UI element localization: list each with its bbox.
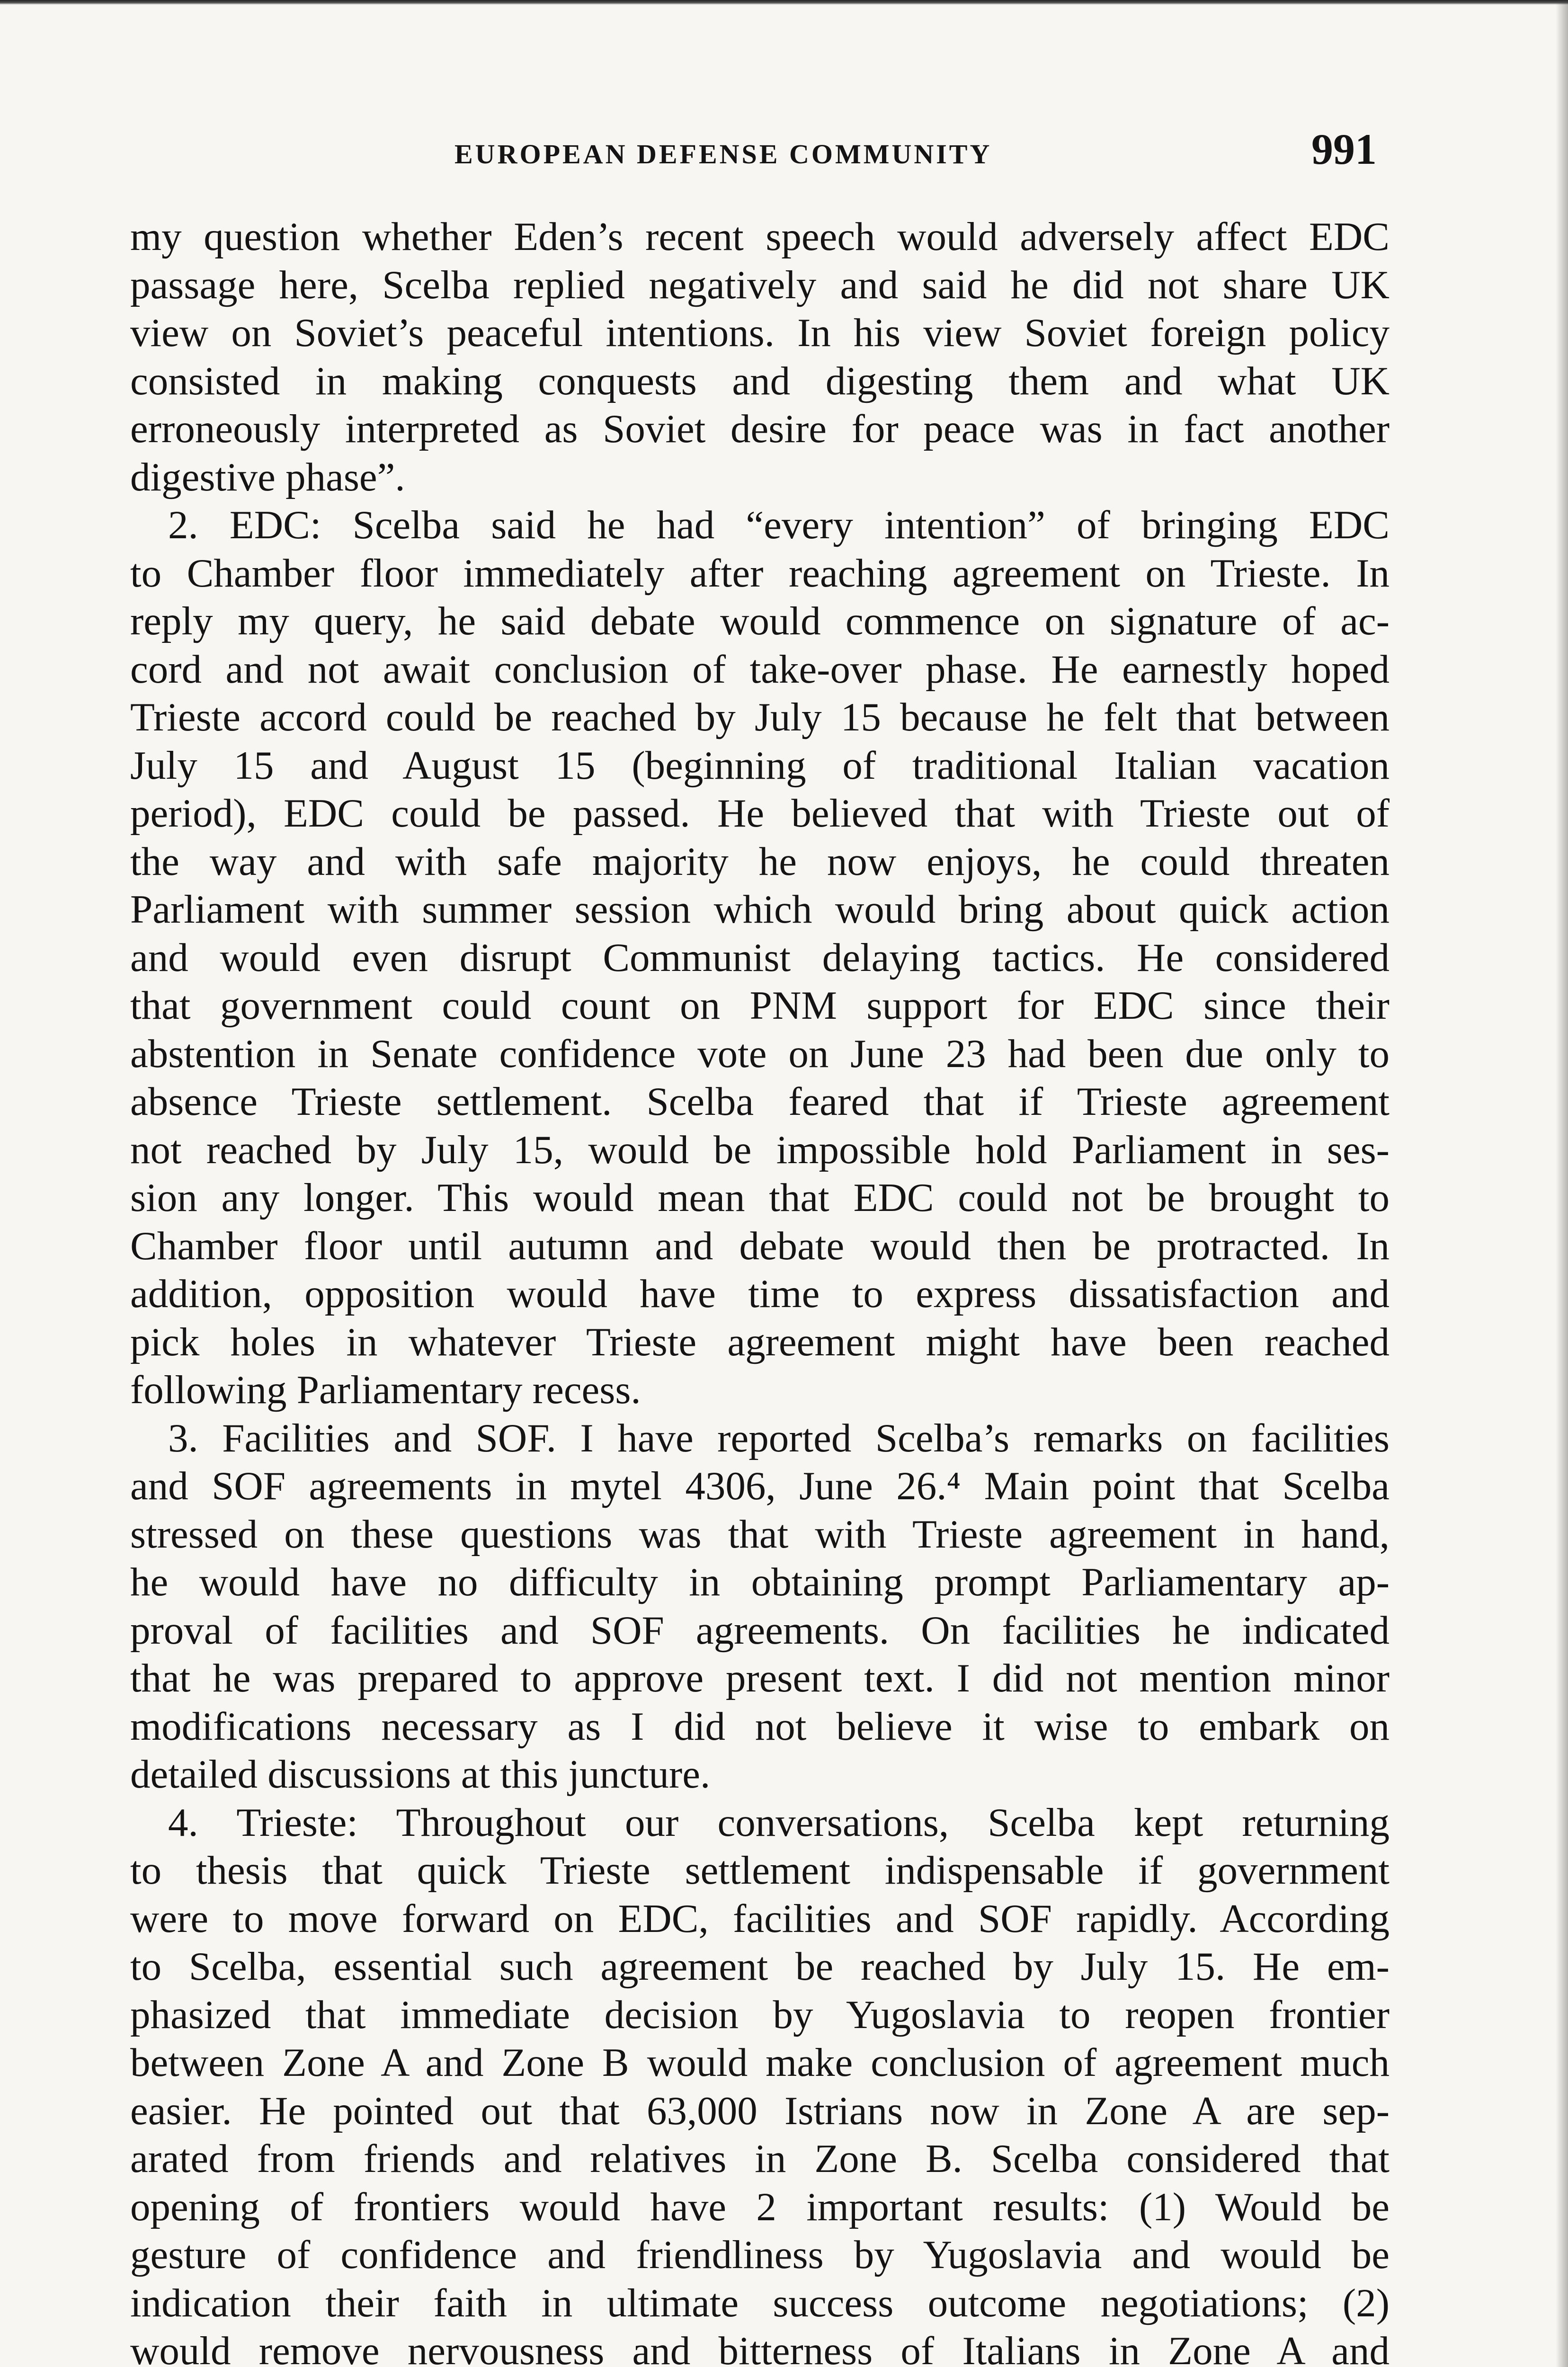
text-line: July 15 and August 15 (beginning of traditional Italian vacation xyxy=(130,743,1390,788)
text-line: he would have no difficulty in obtaining prompt Parliamentary ap- xyxy=(130,1560,1390,1604)
text-line: the way and with safe majority he now enjoys, he could threaten xyxy=(130,839,1390,884)
text-line: and would even disrupt Communist delaying tactics. He considered xyxy=(130,935,1390,980)
paragraph-start-trieste: 4. Trieste: Throughout our conversations, Scelba kept returning xyxy=(168,1800,1390,1845)
text-line: phasized that immediate decision by Yugoslavia to reopen frontier xyxy=(130,1992,1390,2037)
text-line: would remove nervousness and bitterness of Italians in Zone A and xyxy=(130,2329,1390,2367)
text-line: detailed discussions at this juncture. xyxy=(130,1752,711,1797)
page-top-edge xyxy=(0,0,1568,5)
text-line: following Parliamentary recess. xyxy=(130,1368,641,1412)
text-line: cord and not await conclusion of take-over phase. He earnestly hoped xyxy=(130,647,1390,692)
body-text xyxy=(130,213,1390,2367)
text-line: absence Trieste settlement. Scelba feared that if Trieste agreement xyxy=(130,1079,1390,1124)
text-line: to Scelba, essential such agreement be reached by July 15. He em- xyxy=(130,1944,1390,1989)
text-line: stressed on these questions was that with Trieste agreement in hand, xyxy=(130,1512,1390,1557)
text-line: arated from friends and relatives in Zone B. Scelba considered that xyxy=(130,2136,1390,2181)
text-line: addition, opposition would have time to express dissatisfaction and xyxy=(130,1272,1390,1316)
paragraph-start-edc: 2. EDC: Scelba said he had “every intention” of bringing EDC xyxy=(168,503,1390,547)
text-line: passage here, Scelba replied negatively and said he did not share UK xyxy=(130,262,1390,307)
text-line: my question whether Eden’s recent speech would adversely affect EDC xyxy=(130,214,1390,259)
text-line: view on Soviet’s peaceful intentions. In his view Soviet foreign policy xyxy=(130,311,1390,355)
text-line: reply my query, he said debate would commence on signature of ac- xyxy=(130,599,1390,643)
text-line: consisted in making conquests and digesting them and what UK xyxy=(130,358,1390,403)
text-line: that government could count on PNM support for EDC since their xyxy=(130,983,1390,1028)
text-line: Chamber floor until autumn and debate would then be protracted. In xyxy=(130,1223,1390,1268)
text-line: proval of facilities and SOF agreements. On facilities he indicated xyxy=(130,1608,1390,1653)
text-line: indication their faith in ultimate success outcome negotiations; (2) xyxy=(130,2280,1390,2325)
text-line: digestive phase”. xyxy=(130,454,405,499)
text-line: and SOF agreements in mytel 4306, June 26.⁴ Main point that Scelba xyxy=(130,1464,1390,1508)
paragraph-start-facilities: 3. Facilities and SOF. I have reported Scelba’s remarks on facilities xyxy=(168,1415,1390,1460)
text-line: were to move forward on EDC, facilities and SOF rapidly. According xyxy=(130,1896,1390,1941)
text-line: that he was prepared to approve present text. I did not mention minor xyxy=(130,1656,1390,1700)
text-line: between Zone A and Zone B would make conclusion of agreement much xyxy=(130,2040,1390,2085)
text-line: to thesis that quick Trieste settlement indispensable if government xyxy=(130,1848,1390,1893)
text-line: to Chamber floor immediately after reaching agreement on Trieste. In xyxy=(130,551,1390,596)
text-line: Parliament with summer session which would bring about quick action xyxy=(130,887,1390,932)
text-line: Trieste accord could be reached by July 15 because he felt that between xyxy=(130,695,1390,739)
text-line: modifications necessary as I did not believe it wise to embark on xyxy=(130,1704,1390,1749)
text-line: erroneously interpreted as Soviet desire for peace was in fact another xyxy=(130,407,1390,451)
text-line: gesture of confidence and friendliness by Yugoslavia and would be xyxy=(130,2233,1390,2277)
text-line: abstention in Senate confidence vote on June 23 had been due only to xyxy=(130,1031,1390,1076)
text-line: opening of frontiers would have 2 important results: (1) Would be xyxy=(130,2184,1390,2229)
running-head: EUROPEAN DEFENSE COMMUNITY xyxy=(454,139,992,169)
text-line: easier. He pointed out that 63,000 Istrians now in Zone A are sep- xyxy=(130,2088,1390,2133)
page-number: 991 xyxy=(1311,125,1377,173)
page-right-edge xyxy=(1556,0,1568,2367)
text-line: pick holes in whatever Trieste agreement might have been reached xyxy=(130,1319,1390,1364)
text-line: not reached by July 15, would be impossible hold Parliament in ses- xyxy=(130,1127,1390,1172)
text-line: period), EDC could be passed. He believed that with Trieste out of xyxy=(130,791,1390,836)
text-line: sion any longer. This would mean that EDC could not be brought to xyxy=(130,1175,1390,1220)
